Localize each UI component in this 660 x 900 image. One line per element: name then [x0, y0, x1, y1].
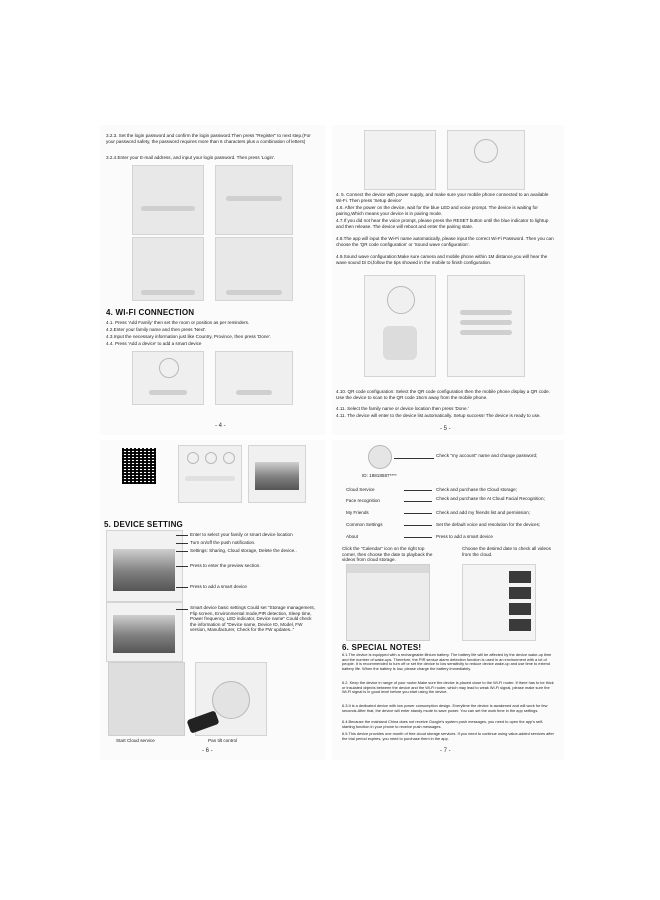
menu-about: About	[346, 534, 359, 539]
screenshot-pan-tilt	[195, 662, 267, 736]
user-id: ID: 18818587****	[362, 473, 397, 478]
screenshot-sound-wave	[364, 275, 436, 377]
screenshot-device-list	[248, 445, 306, 503]
screenshot-home	[106, 530, 183, 602]
page-number-5: - 5 -	[440, 426, 451, 432]
step-4-10: 4.10. QR code configuration: Select the QR code configuration then the mobile phone display a QR code. Use the device to scan to the QR code 15cm away from the mobile phone.	[336, 389, 550, 400]
step-3-2-4: 3.2.4.Enter your E-mail address, and input your login password. Then press 'Login'.	[106, 155, 276, 160]
callout-settings: Settings: Sharing, Cloud storage, Delete the device..	[190, 548, 297, 553]
step-4-1: 4.1. Press 'Add Family' then set the room or position as per reminders.	[106, 320, 250, 325]
note-calendar: Click the "Calendar" icon on the right top corner, then choose the date to playback the videos from cloud storage.	[342, 546, 433, 563]
callout-basic-settings: Smart device basic settings Could set "Storage management, Flip screen, Environmental mode,PIR detection, Sleep time, Power frequency, LED indicator, Device name" Could check the information of "Device name, Device ID, Model, FW version, Manufacturer, Check for the FW updates.."	[190, 605, 315, 633]
menu-cloud-service: Cloud Service	[346, 487, 375, 492]
screenshot-family	[215, 351, 293, 405]
callout-add-device: Press to add a smart device	[190, 584, 247, 589]
screenshot-qr-config	[447, 275, 525, 377]
screenshot-register	[132, 165, 204, 235]
caption-cloud-service: Start Cloud service	[116, 738, 155, 743]
screenshot-cloud-service	[108, 662, 185, 736]
note-cloud-service: Check and purchase the Cloud storage;	[436, 487, 517, 492]
note-face-recognition: Check and purchase the AI Cloud Facial Recognition;	[436, 496, 545, 501]
callout-preview: Press to enter the preview section.	[190, 563, 261, 568]
step-3-2-3: 3.2.3. Set the login password and confirm the login password.Then press "Register" to next step.(For your password safety, the password requires more than 6 characters plus a combination of letters)	[106, 133, 311, 144]
step-4-8: 4.8.The app will input the Wi-Fi name automatically, please input the correct Wi-Fi Password. Then you can choose the 'QR code configuration' or 'Sound wave configuration'.	[336, 236, 554, 247]
callout-push: Turn on/off the push notification.	[190, 540, 256, 545]
page-5	[332, 125, 564, 435]
note-about: Press to add a smart device	[436, 534, 493, 539]
page-number-6: - 6 -	[202, 748, 213, 754]
note-account: Check "my account" name and change password;	[436, 453, 538, 458]
screenshot-setup-device-1	[364, 130, 436, 190]
screenshot-connecting	[178, 445, 242, 503]
note-my-friends: Check and add my friends list and permission;	[436, 510, 530, 515]
screenshot-calendar	[346, 564, 430, 641]
menu-common-settings: Common Settings	[346, 522, 383, 527]
step-4-4: 4.4. Press 'Add a device' to add a smart device	[106, 341, 202, 346]
menu-face-recognition: Face recognition	[346, 498, 380, 503]
section-title-special-notes: 6. SPECIAL NOTES!	[342, 643, 422, 652]
note-common-settings: Set the default voice and resolution for the devices;	[436, 522, 541, 527]
page-6	[100, 440, 325, 760]
step-4-9: 4.9.Sound wave configuration:Make sure camera and mobile phone within 1M distance,you will hear the wave sound Di Di,follow the tips showed in the mobile to finish configuration.	[336, 254, 548, 265]
note-6-1: 6.1.The device is equipped with a rechargeable lithium battery. The battery life will be affected by the device wake-up time and the number of wake-ups. Therefore, the PIR sensor alarm detection function is used in an environment with a lot of people. It is recommended to turn off or set the device to low sensitivity to reduce device wake-up and use time to extend battery life. When the battery is low, please charge the battery immediately.	[342, 652, 552, 672]
page-4	[100, 125, 325, 435]
note-6-5: 6.5.This device provides one month of free cloud storage services. If you need to continue using value-added services after the trial period expires, you need to purchase them in the app.	[342, 731, 554, 741]
screenshot-password	[132, 237, 204, 301]
avatar	[368, 445, 392, 469]
qr-code	[122, 448, 156, 484]
step-4-5: 4. 5. Connect the device with power supply, and make sure your mobile phone connected to an available Wi-Fi. Then press 'Setup device'	[336, 192, 549, 203]
screenshot-login	[215, 165, 293, 235]
section-title-wifi: 4. WI-FI CONNECTION	[106, 308, 195, 317]
page-7	[332, 440, 564, 760]
callout-family: Enter to select your family or smart device location	[190, 532, 293, 537]
note-6-2: 6.2. Keep the device in range of your router.Make sure the device is placed close to the Wi-Fi router. If there has to be thick or insulated objects between the device and the Wi-Fi router, which may lead to weak Wi-Fi signal, please make sure the Wi-Fi signal is in good level before you start using the device.	[342, 680, 554, 695]
screenshot-device-settings	[106, 602, 183, 662]
caption-pan-tilt: Pan tilt control	[208, 738, 238, 743]
screenshot-email	[215, 237, 293, 301]
note-6-3: 6.3.It is a dedicated device with low power consumption design. Everytime the device is awakened and will work for few seconds.After that, the device will enter standy mode to save power. You can set the work time in the app settings.	[342, 703, 548, 713]
step-4-6: 4.6. After the power on the device, wait for the blue LED and voice prompt. The device is waiting for pairing,Which means your device is in pairing mode.	[336, 205, 538, 216]
section-title-device-setting: 5. DEVICE SETTING	[104, 520, 183, 529]
step-4-11a: 4.11. Select the family name or device location then press 'Done.'	[336, 406, 469, 411]
step-4-3: 4.3.Input the necessary information just like Country, Province, then press 'Done'.	[106, 334, 272, 339]
menu-my-friends: My Friends	[346, 510, 369, 515]
step-4-11b: 4.11. The device will enter to the device list automatically. Setup success! The device is ready to use.	[336, 413, 541, 418]
note-cloud-dates: Choose the desired date to check all videos from the cloud.	[462, 546, 551, 557]
step-4-7: 4.7.If you did not hear the voice prompt, please press the RESET button until the blue indicator to lightup and then release. The device will reboot and enter the pairing state.	[336, 218, 549, 229]
note-6-4: 6.4.Because the mainland China does not receive Google's system push messages, you need to open the app's self-starting function in your phone to receive push messages.	[342, 719, 544, 729]
screenshot-setup-device-2	[447, 130, 525, 190]
screenshot-cloud-videos	[462, 564, 536, 641]
screenshot-add-device	[132, 351, 204, 405]
step-4-2: 4.2.Enter your family name and then press 'Next'.	[106, 327, 207, 332]
page-number-4: - 4 -	[215, 423, 226, 429]
page-number-7: - 7 -	[440, 748, 451, 754]
